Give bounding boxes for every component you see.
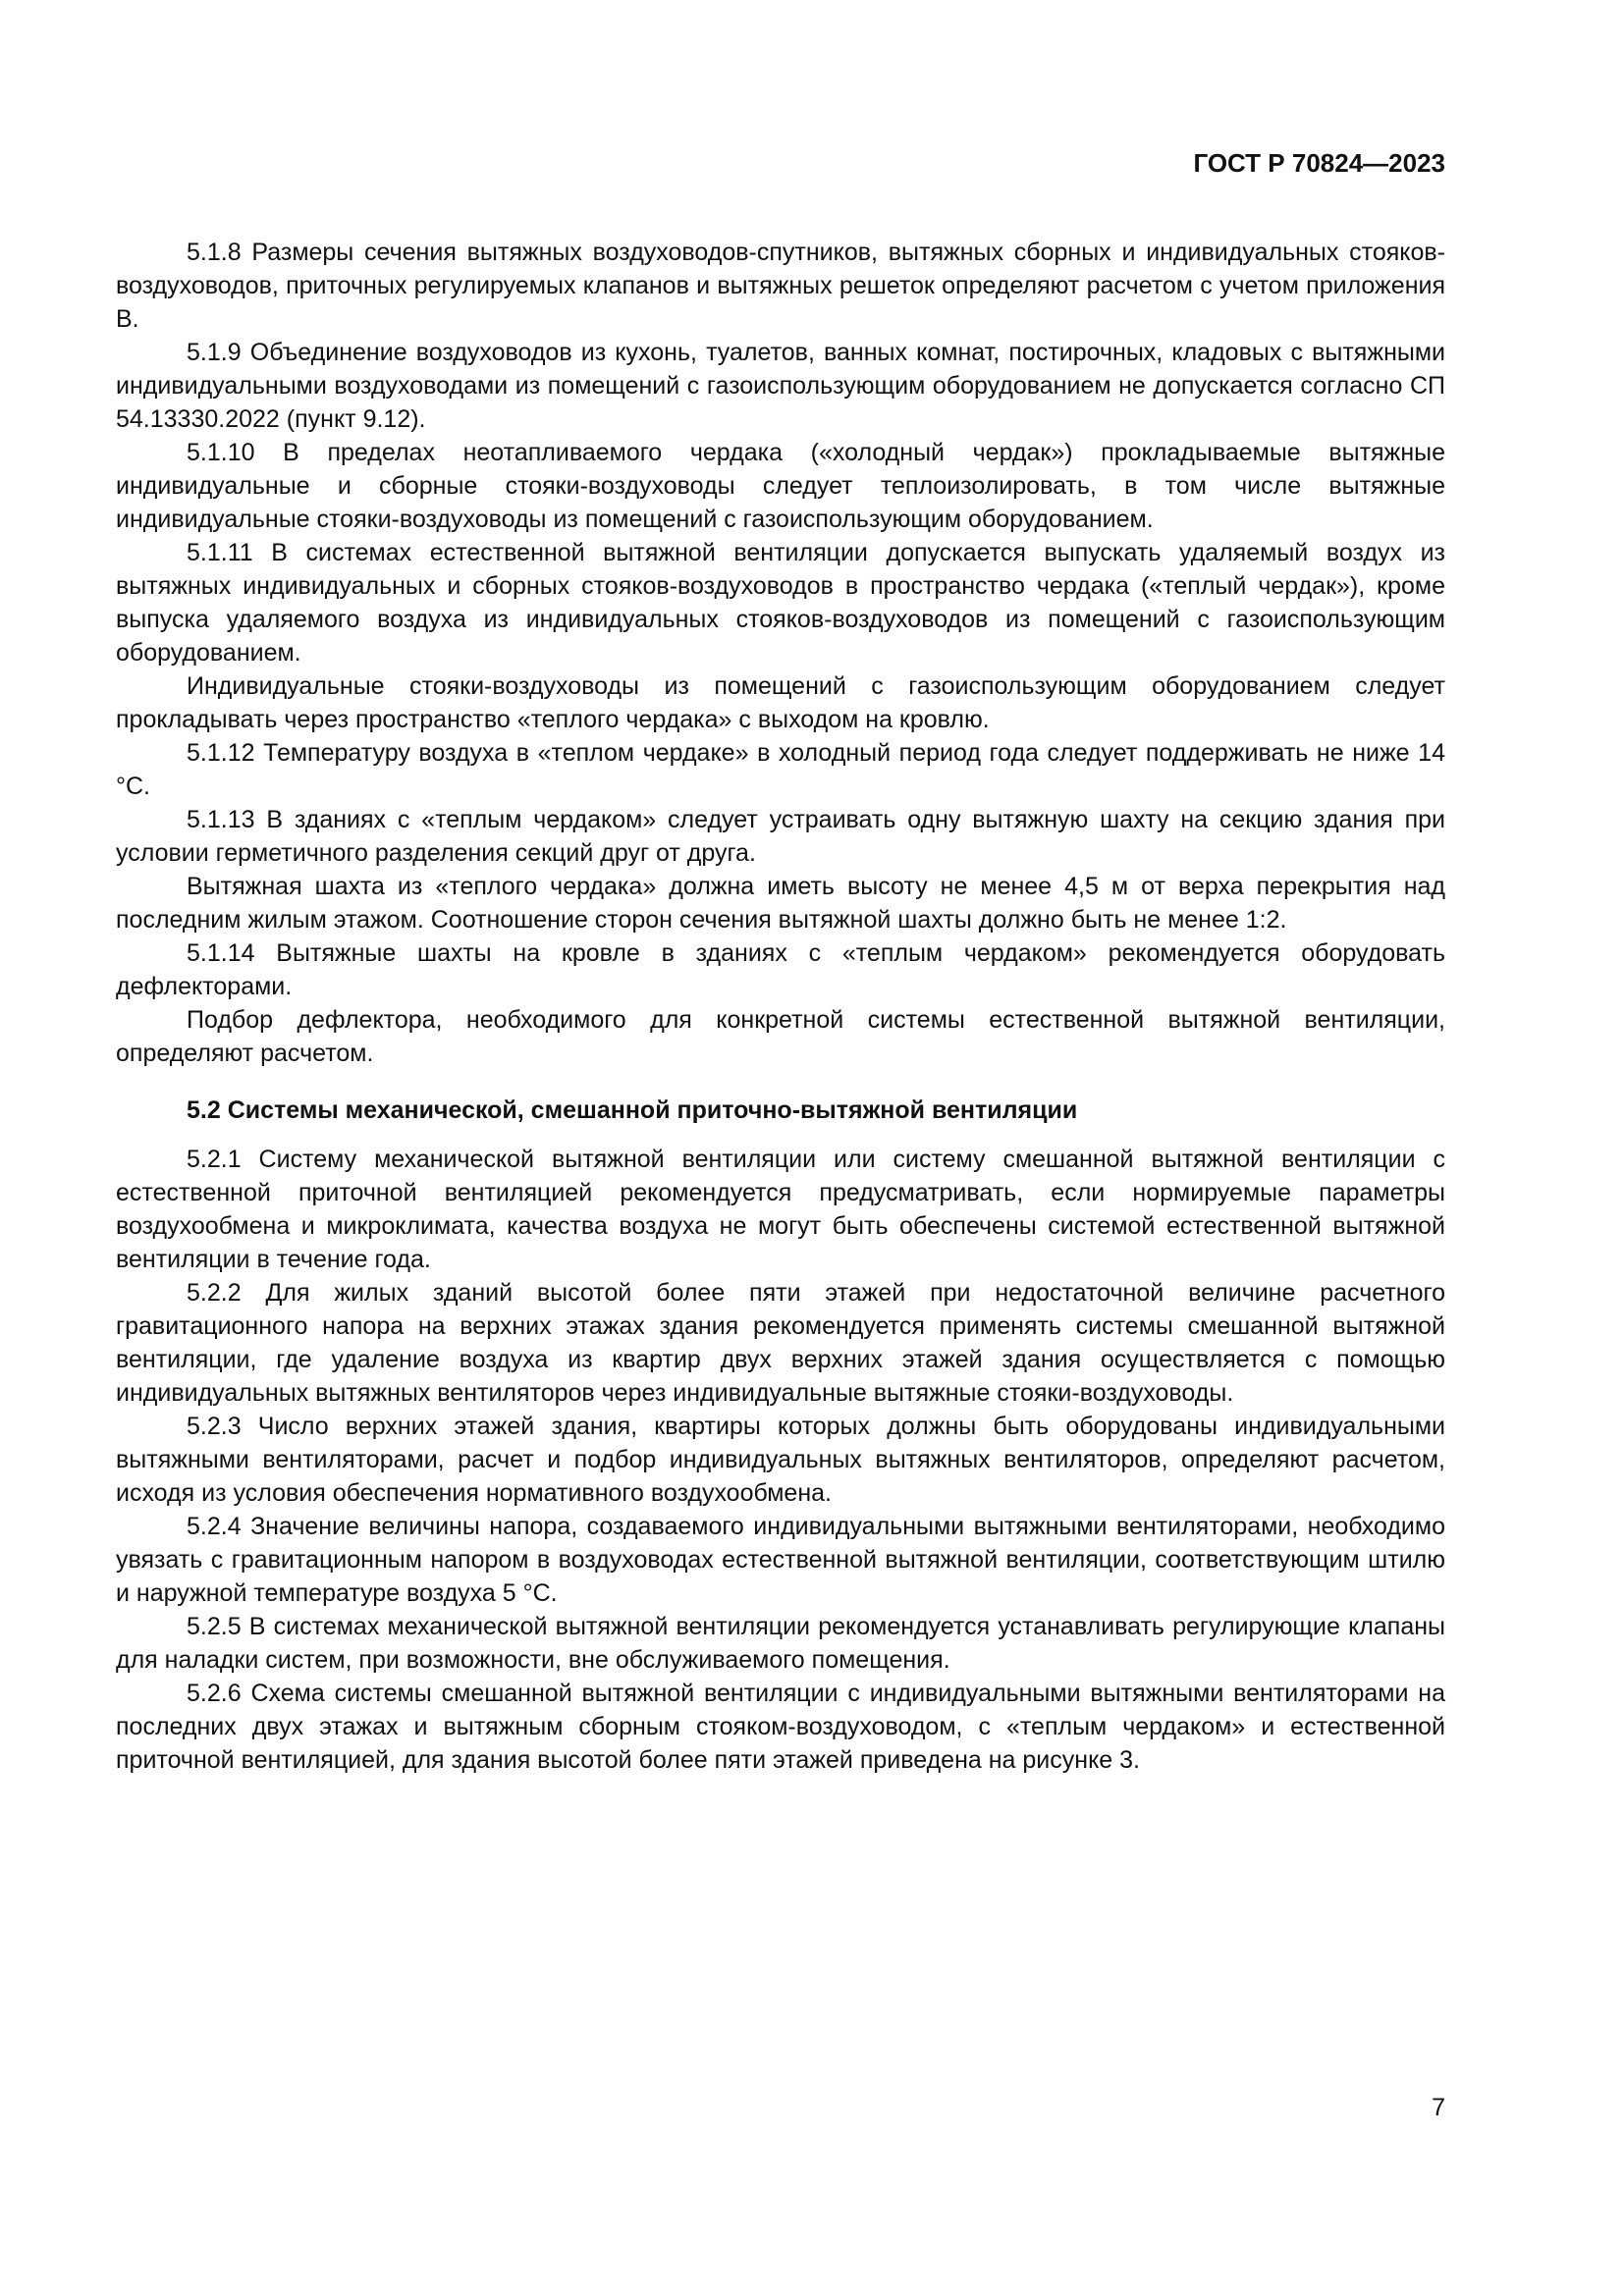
document-id-header: ГОСТ Р 70824—2023 [1193, 148, 1445, 178]
paragraph-5-1-9: 5.1.9 Объединение воздуховодов из кухонь, туалетов, ванных комнат, постирочных, кладовых с вытяжными индивидуальными воздуховодами из помещений с газоиспользующим оборудованием не допускается согласно СП 54.13330.2022 (пункт 9.12). [116, 339, 1445, 433]
paragraph-5-2-2: 5.2.2 Для жилых зданий высотой более пяти этажей при недостаточной величине расчетного гравитационного напора на верхних этажах здания рекомендуется применять системы смешанной вытяжной вентиляции, где удаление воздуха из квартир двух верхних этажей здания осуществляется с помощью индивидуальных вытяжных вентиляторов через индивидуальные вытяжные стояки-воздуховоды. [116, 1279, 1445, 1407]
paragraph-5-2-6: 5.2.6 Схема системы смешанной вытяжной вентиляции с индивидуальными вытяжными вентиляторами на последних двух этажах и вытяжным сборным стояком-воздуховодом, с «теплым чердаком» и естественной приточной вентиляцией, для здания высотой более пяти этажей приведена на рисунке 3. [116, 1680, 1445, 1774]
paragraph-5-1-12: 5.1.12 Температуру воздуха в «теплом чердаке» в холодный период года следует поддерживать не ниже 14 °С. [116, 739, 1445, 800]
paragraph-5-2-1: 5.2.1 Систему механической вытяжной вентиляции или систему смешанной вытяжной вентиляции с естественной приточной вентиляцией рекомендуется предусматривать, если нормируемые параметры воздухообмена и микроклимата, качества воздуха не могут быть обеспечены системой естественной вытяжной вентиляции в течение года. [116, 1146, 1445, 1273]
paragraph-5-1-8: 5.1.8 Размеры сечения вытяжных воздуховодов-спутников, вытяжных сборных и индивидуальных стояков-воздуховодов, приточных регулируемых клапанов и вытяжных решеток определяют расчетом с учетом приложения В. [116, 239, 1445, 333]
document-body [116, 236, 1445, 1777]
paragraph-5-1-13-cont: Вытяжная шахта из «теплого чердака» должна иметь высоту не менее 4,5 м от верха перекрытия над последним жилым этажом. Соотношение сторон сечения вытяжной шахты должно быть не менее 1:2. [116, 873, 1445, 934]
paragraph-5-1-14-cont: Подбор дефлектора, необходимого для конкретной системы естественной вытяжной вентиляции, определяют расчетом. [116, 1006, 1445, 1067]
page-number: 7 [1432, 2094, 1445, 2121]
paragraph-5-1-11-cont: Индивидуальные стояки-воздуховоды из помещений с газоиспользующим оборудованием следует прокладывать через пространство «теплого чердака» с выходом на кровлю. [116, 672, 1445, 733]
paragraph-5-2-4: 5.2.4 Значение величины напора, создаваемого индивидуальными вытяжными вентиляторами, необходимо увязать с гравитационным напором в воздуховодах естественной вытяжной вентиляции, соответствующим штилю и наружной температуре воздуха 5 °С. [116, 1513, 1445, 1607]
paragraph-5-1-14: 5.1.14 Вытяжные шахты на кровле в зданиях с «теплым чердаком» рекомендуется оборудовать дефлекторами. [116, 939, 1445, 1000]
paragraph-5-1-10: 5.1.10 В пределах неотапливаемого чердака («холодный чердак») прокладываемые вытяжные индивидуальные и сборные стояки-воздуховоды следует теплоизолировать, в том числе вытяжные индивидуальные стояки-воздуховоды из помещений с газоиспользующим оборудованием. [116, 439, 1445, 533]
document-page [116, 147, 1445, 1777]
paragraph-5-1-13: 5.1.13 В зданиях с «теплым чердаком» следует устраивать одну вытяжную шахту на секцию здания при условии герметичного разделения секций друг от друга. [116, 806, 1445, 867]
paragraph-5-2-5: 5.2.5 В системах механической вытяжной вентиляции рекомендуется устанавливать регулирующие клапаны для наладки систем, при возможности, вне обслуживаемого помещения. [116, 1613, 1445, 1674]
paragraph-5-2-3: 5.2.3 Число верхних этажей здания, квартиры которых должны быть оборудованы индивидуальными вытяжными вентиляторами, расчет и подбор индивидуальных вытяжных вентиляторов, определяют расчетом, исходя из условия обеспечения нормативного воздухообмена. [116, 1413, 1445, 1507]
paragraph-5-1-11: 5.1.11 В системах естественной вытяжной вентиляции допускается выпускать удаляемый воздух из вытяжных индивидуальных и сборных стояков-воздуховодов в пространство чердака («теплый чердак»), кроме выпуска удаляемого воздуха из индивидуальных стояков-воздуховодов из помещений с газоиспользующим оборудованием. [116, 539, 1445, 667]
section-heading-5-2: 5.2 Системы механической, смешанной приточно-вытяжной вентиляции [187, 1096, 1078, 1124]
